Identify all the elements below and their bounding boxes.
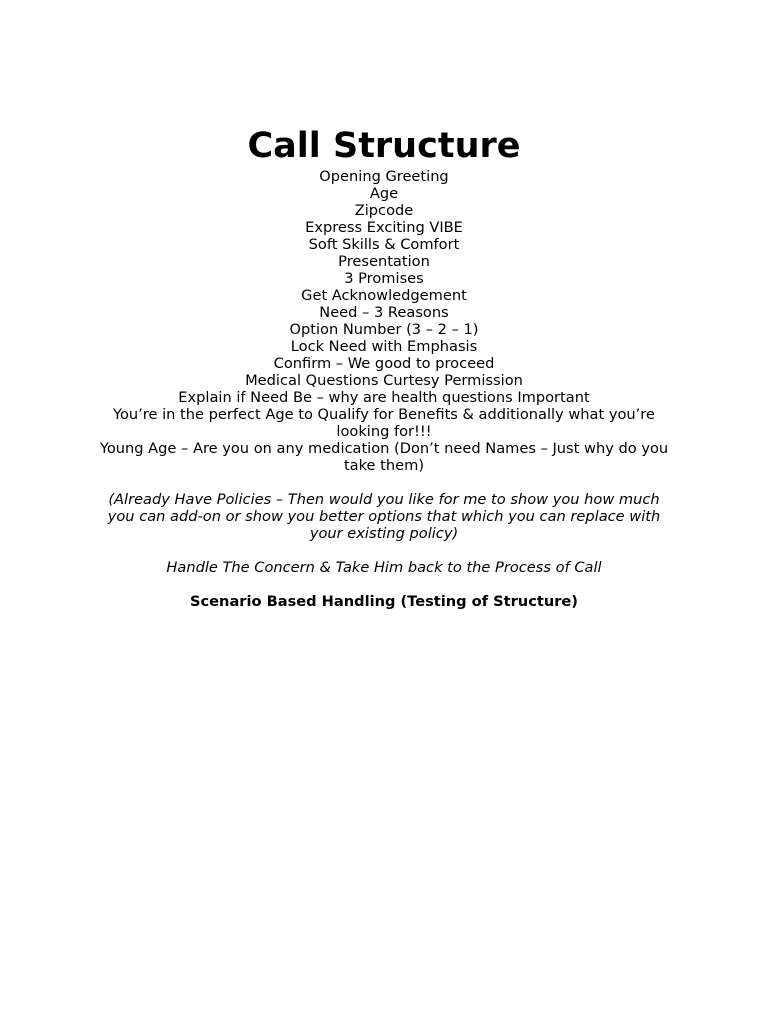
step-option-number: Option Number (3 – 2 – 1) (289, 321, 479, 338)
document-body (90, 124, 678, 610)
scenario-heading: Scenario Based Handling (Testing of Structure) (190, 593, 578, 610)
step-explain-health: Explain if Need Be – why are health questions Important (178, 389, 590, 406)
handle-concern-note: Handle The Concern & Take Him back to the Process of Call (166, 559, 602, 576)
step-lock-need: Lock Need with Emphasis (290, 338, 478, 355)
step-perfect-age: You’re in the perfect Age to Qualify for Benefits & additionally what you’re looking for!!! (113, 406, 655, 440)
call-steps-list (90, 168, 678, 474)
step-young-age: Young Age – Are you on any medication (Don’t need Names – Just why do you take them) (99, 440, 669, 474)
step-presentation: Presentation (338, 253, 430, 270)
step-acknowledgement: Get Acknowledgement (301, 287, 467, 304)
step-age: Age (369, 185, 399, 202)
step-soft-skills: Soft Skills & Comfort (308, 236, 460, 253)
page-title: Call Structure (247, 126, 521, 166)
policy-note: (Already Have Policies – Then would you like for me to show you how much you can add-on or show you better options that which you can replace with your existing policy) (107, 491, 661, 542)
step-opening-greeting: Opening Greeting (319, 168, 449, 185)
step-medical-permission: Medical Questions Curtesy Permission (245, 372, 523, 389)
step-zipcode: Zipcode (354, 202, 414, 219)
step-promises: 3 Promises (344, 270, 424, 287)
step-express-vibe: Express Exciting VIBE (305, 219, 463, 236)
step-need-reasons: Need – 3 Reasons (319, 304, 449, 321)
step-confirm: Confirm – We good to proceed (273, 355, 495, 372)
